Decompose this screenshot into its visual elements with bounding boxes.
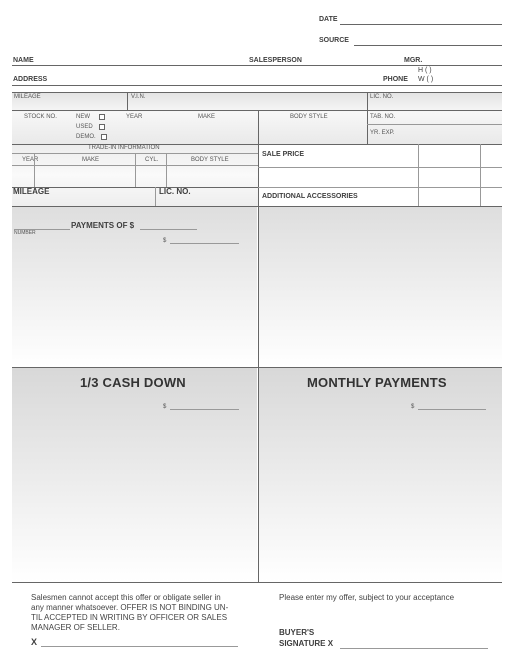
trade-body-style-label: BODY STYLE bbox=[191, 157, 229, 163]
date-label: DATE bbox=[319, 16, 338, 23]
date-line[interactable] bbox=[340, 24, 502, 25]
new-label: NEW bbox=[76, 114, 90, 120]
trade-col-2 bbox=[135, 153, 136, 187]
signature-label: SIGNATURE X bbox=[279, 639, 334, 648]
payments-of-line[interactable] bbox=[140, 229, 197, 230]
sale-price-line[interactable] bbox=[258, 167, 502, 168]
lower-panels-top-line bbox=[12, 367, 502, 368]
name-label: NAME bbox=[13, 57, 34, 64]
price-row-line bbox=[258, 187, 502, 188]
disclaimer-line-2: any manner whatsoever. OFFER IS NOT BINDING UN- bbox=[31, 603, 229, 612]
vin-divider bbox=[127, 92, 128, 110]
accessories-panel-shading bbox=[258, 207, 502, 367]
phone-label: PHONE bbox=[383, 76, 408, 83]
salesperson-label: SALESPERSON bbox=[249, 57, 302, 64]
cash-down-dollar-sign: $ bbox=[163, 404, 167, 410]
disclaimer-line-3: TIL ACCEPTED IN WRITING BY OFFICER OR SALES bbox=[31, 613, 228, 622]
cash-down-line[interactable] bbox=[170, 409, 239, 410]
monthly-panel-shading bbox=[258, 368, 502, 582]
used-checkbox[interactable] bbox=[99, 124, 105, 130]
monthly-dollar-sign: $ bbox=[411, 404, 415, 410]
footer-top-line bbox=[12, 582, 502, 583]
demo-label: DEMO. bbox=[76, 134, 96, 140]
number-label: NUMBER bbox=[14, 230, 36, 236]
buyer-signature-line[interactable] bbox=[340, 648, 488, 649]
new-checkbox[interactable] bbox=[99, 114, 105, 120]
payments-amount-line[interactable] bbox=[170, 243, 239, 244]
payments-dollar-sign: $ bbox=[163, 238, 167, 244]
trade-lic-divider bbox=[155, 187, 156, 207]
trade-lic-label: LIC. NO. bbox=[159, 187, 191, 196]
center-divider-upper bbox=[258, 144, 259, 582]
year-label: YEAR bbox=[126, 114, 143, 120]
vehicle-mid-line bbox=[12, 110, 502, 111]
demo-checkbox[interactable] bbox=[101, 134, 107, 140]
payments-panel-shading bbox=[12, 207, 257, 367]
stock-label: STOCK NO. bbox=[24, 114, 57, 120]
phone-home[interactable]: H ( ) bbox=[418, 67, 432, 74]
tab-label: TAB. NO. bbox=[370, 114, 396, 120]
yr-exp-label: YR. EXP. bbox=[370, 130, 395, 136]
trade-in-top-line bbox=[12, 144, 502, 145]
disclaimer-line-1: Salesmen cannot accept this offer or obligate seller in bbox=[31, 593, 221, 602]
mgr-label: MGR. bbox=[404, 57, 423, 64]
address-label: ADDRESS bbox=[13, 76, 48, 83]
phone-work[interactable]: W ( ) bbox=[418, 76, 434, 83]
pricing-bottom-line bbox=[12, 206, 502, 207]
body-style-label: BODY STYLE bbox=[290, 114, 328, 120]
monthly-line[interactable] bbox=[418, 409, 486, 410]
source-line[interactable] bbox=[354, 45, 502, 46]
vin-label: V.I.N. bbox=[131, 94, 146, 100]
body-style-divider bbox=[258, 110, 259, 144]
seller-signature-line[interactable] bbox=[41, 646, 238, 647]
mileage-label: MILEAGE bbox=[14, 94, 41, 100]
payments-of-label: PAYMENTS OF $ bbox=[71, 221, 135, 230]
trade-year-label: YEAR bbox=[22, 157, 39, 163]
trade-mileage-label: MILEAGE bbox=[13, 187, 50, 196]
trade-make-label: MAKE bbox=[82, 157, 100, 163]
trade-col-3 bbox=[166, 153, 167, 187]
source-label: SOURCE bbox=[319, 37, 349, 44]
used-label: USED bbox=[76, 124, 93, 130]
address-line[interactable] bbox=[12, 85, 502, 86]
monthly-title: MONTHLY PAYMENTS bbox=[307, 375, 447, 390]
make-label: MAKE bbox=[198, 114, 216, 120]
buyers-label: BUYER'S bbox=[279, 628, 315, 637]
cash-down-panel-shading bbox=[12, 368, 257, 582]
sale-price-label: SALE PRICE bbox=[262, 151, 305, 158]
tab-line bbox=[367, 124, 502, 125]
disclaimer-line-4: MANAGER OF SELLER. bbox=[31, 623, 120, 632]
offer-text: Please enter my offer, subject to your acceptance bbox=[279, 593, 455, 602]
name-line[interactable] bbox=[12, 65, 502, 66]
trade-cyl-label: CYL. bbox=[145, 157, 159, 163]
accessories-label: ADDITIONAL ACCESSORIES bbox=[262, 193, 358, 200]
seller-x-mark: X bbox=[31, 637, 38, 647]
price-col-1 bbox=[418, 144, 419, 207]
price-col-2 bbox=[480, 144, 481, 207]
lic-divider bbox=[367, 92, 368, 144]
trade-col-1 bbox=[34, 153, 35, 187]
trade-in-title: TRADE-IN INFORMATION bbox=[88, 145, 160, 151]
vehicle-top-line bbox=[12, 92, 502, 93]
lic-label: LIC. NO. bbox=[370, 94, 394, 100]
cash-down-title: 1/3 CASH DOWN bbox=[80, 375, 186, 390]
